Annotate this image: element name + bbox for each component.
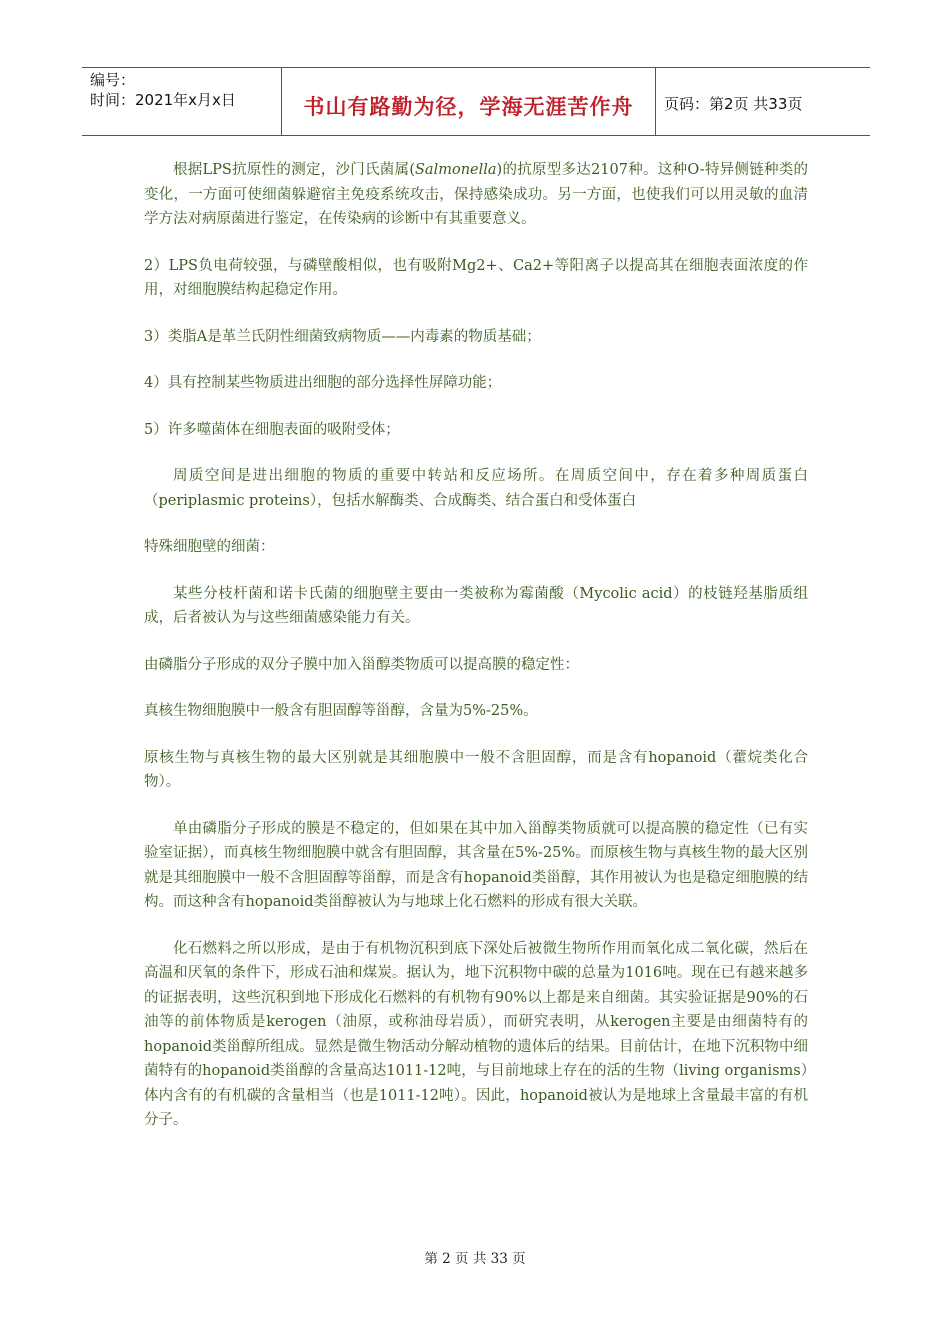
- document-body: [144, 158, 808, 1155]
- paragraph: 4）具有控制某些物质进出细胞的部分选择性屏障功能；: [144, 375, 502, 391]
- paragraph: 某些分枝杆菌和诺卡氏菌的细胞壁主要由一类被称为霉菌酸（Mycolic acid）的枝链羟基脂质组成，后者被认为与这些细菌感染能力有关。: [144, 585, 808, 626]
- paragraph: 2）LPS负电荷较强，与磷壁酸相似，也有吸附Mg2+、Ca2+等阳离子以提高其在细胞表面浓度的作用，对细胞膜结构起稳定作用。: [144, 257, 808, 298]
- paragraph: 特殊细胞壁的细菌：: [144, 539, 275, 555]
- genus-name: Salmonella: [415, 162, 497, 178]
- paragraph: [144, 158, 808, 232]
- paragraph: 5）许多噬菌体在细胞表面的吸附受体；: [144, 421, 400, 438]
- paragraph: 原核生物与真核生物的最大区别就是其细胞膜中一般不含胆固醇，而是含有hopanoid（藿烷类化合物）。: [144, 749, 808, 790]
- paragraph: 单由磷脂分子形成的膜是不稳定的，但如果在其中加入甾醇类物质就可以提高膜的稳定性（已有实验室证据），而真核生物细胞膜中就含有胆固醇，其含量在5%-25%。而原核生物与真核生物的最大区别就是其细胞膜中一般不含胆固醇等甾醇，而是含有hopanoid类甾醇，其作用被认为也是稳定细胞膜的结构。而这种含有hopanoid类甾醇被认为与地球上化石燃料的形成有很大关联。: [144, 820, 808, 910]
- paragraph: 3）类脂A是革兰氏阴性细菌致病物质——内毒素的物质基础；: [144, 328, 541, 345]
- header-page-number: 页码：第2页 共33页: [664, 95, 803, 113]
- paragraph: 真核生物细胞膜中一般含有胆固醇等甾醇，含量为5%-25%。: [144, 703, 538, 719]
- footer-page-number: 第 2 页 共 33 页: [424, 1251, 526, 1267]
- header-motto: 书山有路勤为径，学海无涯苦作舟: [303, 95, 634, 119]
- header-bottom-rule: [82, 135, 870, 136]
- time-label: 时间：2021年x月x日: [90, 91, 236, 109]
- header-top-rule: [82, 67, 870, 68]
- header-meta: [90, 70, 236, 110]
- paragraph-text: 根据LPS抗原性的测定，沙门氏菌属(: [173, 162, 415, 178]
- paragraph: 化石燃料之所以形成，是由于有机物沉积到底下深处后被微生物所作用而氧化成二氧化碳，然后在高温和厌氧的条件下，形成石油和煤炭。据认为，地下沉积物中碳的总量为1016吨。现在已有越来越多的证据表明，这些沉积到地下形成化石燃料的有机物有90%以上都是来自细菌。其实验证据是90%的石油等的前体物质是kerogen（油原，或称油母岩质），而研究表明，从kerogen主要是由细菌特有的hopanoid类甾醇所组成。显然是微生物活动分解动植物的遗体后的结果。目前估计，在地下沉积物中细菌特有的hopanoid类甾醇的含量高达1011-12吨，与目前地球上存在的活的生物（living organisms）体内含有的有机碳的含量相当（也是1011-12吨）。因此，hopanoid被认为是地球上含量最丰富的有机分子。: [144, 940, 808, 1128]
- paragraph: 由磷脂分子形成的双分子膜中加入甾醇类物质可以提高膜的稳定性：: [144, 656, 579, 673]
- number-label: 编号：: [90, 71, 136, 89]
- paragraph-text: )的抗原型多达2107种。这种O-特异侧链种类的变化，一方面可使细菌躲避宿主免疫系统攻击，保持感染成功。另一方面，也使我们可以用灵敏的血清学方法对病原菌进行鉴定，在传染病的诊断中有其重要意义。: [144, 162, 809, 227]
- paragraph: 周质空间是进出细胞的物质的重要中转站和反应场所。在周质空间中，存在着多种周质蛋白（periplasmic proteins），包括水解酶类、合成酶类、结合蛋白和受体蛋白: [144, 468, 808, 509]
- header-divider-right: [655, 67, 656, 136]
